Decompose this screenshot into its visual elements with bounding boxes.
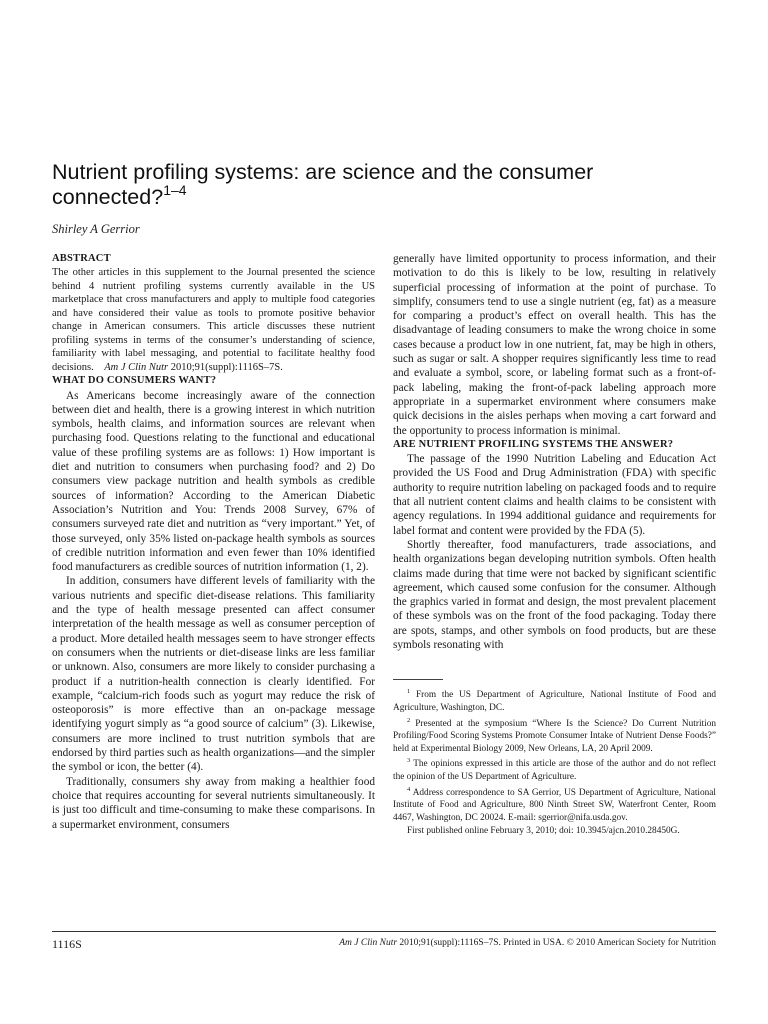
paragraph: Traditionally, consumers shy away from making a healthier food choice that requires accounting for several nutrients simultaneously. It is just too difficult and time-consuming to make these comparisons. In a supermarket environment, consumers [52, 775, 375, 831]
section-heading-consumers: WHAT DO CONSUMERS WANT? [52, 375, 217, 387]
paragraph: Shortly thereafter, food manufacturers, trade associations, and health organizations began developing nutrition symbols. Often health claims made during that time were not backed by significant scientific agreement, which caused some confusion for the consumer. Although the graphics varied in format and design, the most prevalent placement of these symbols was on the front of the food packaging. Today there are spots, stamps, and other symbols on food products, but are these symbols resonating with [393, 538, 716, 652]
abstract-citation-rest: 2010;91(suppl):1116S–7S. [170, 361, 283, 373]
footnote [393, 715, 716, 756]
footer-divider [52, 931, 716, 932]
footer-journal: Am J Clin Nutr [339, 938, 398, 948]
footnote [393, 784, 716, 825]
abstract-body [52, 266, 375, 374]
right-column [393, 252, 716, 837]
title-footnote-refs: 1–4 [163, 182, 187, 198]
footnote-number: 4 [407, 785, 411, 793]
footnote [393, 755, 716, 783]
footnote-number: 1 [407, 688, 411, 696]
footnote-text: The opinions expressed in this article are those of the author and do not reflect the opinion of the US Department of Agriculture. [393, 759, 716, 783]
title-text: Nutrient profiling systems: are science and the consumer connected? [52, 160, 594, 209]
paragraph: The passage of the 1990 Nutrition Labeling and Education Act provided the US Food and Drug Administration (FDA) with specific authority to require nutrition labeling on packaged foods and to require that all nutrient content claims and health claims to be consistent with agency regulations. In 1994 additional guidance and requirements for label format and content were provided by the FDA (5). [393, 453, 716, 537]
footnote-number: 2 [407, 716, 411, 724]
publication-note [393, 825, 716, 838]
abstract-heading: ABSTRACT [52, 253, 111, 264]
abstract-citation-journal: Am J Clin Nutr [104, 361, 169, 373]
footer-journal-rest: 2010;91(suppl):1116S–7S. Printed in USA. © 2010 American Society for Nutrition [399, 938, 716, 948]
journal-footer [339, 938, 716, 948]
paragraph: As Americans become increasingly aware of the connection between diet and health, there is a growing interest in which nutrition symbols, health claims, and information sources are relevant when purchasing food. Questions relating to the functional and educational value of these profiling systems are as follows: 1) How important is diet and nutrition to consumers when purchasing food? and 2) Do consumers view package nutrition and health symbols as credible sources of information? According to the American Diabetic Association’s Nutrition and You: Trends 2008 Survey, 67% of consumers surveyed rate diet and nutrition as “very important.” Yet, of those surveyed, only 35% listed on-package health symbols as sources of credible nutrition information and even fewer than 10% identified food manufacturers as credible sources of nutrition information (1, 2). [52, 389, 375, 574]
paragraph: In addition, consumers have different levels of familiarity with the various nutrients and specific diet-disease relations. This familiarity and the type of health message presented can affect consumer interpretation of the health message as well as consumer perception of a product. More detailed health messages seem to have stronger effects on consumers when the nutrients or diet-disease links are less familiar or unknown. Also, consumers are more likely to consider purchasing a product if a nutrition-health connection is clearly identified. For example, “calcium-rich foods such as yogurt may reduce the risk of osteoporosis” is more effective than an on-package message identifying yogurt simply as “a good source of calcium” (3). Likewise, consumers are more inclined to trust nutrition symbols that are endorsed by third parties such as health organizations—and the simpler the symbol or icon, the better (4). [52, 575, 375, 774]
footnote-text: From the US Department of Agriculture, National Institute of Food and Agriculture, Washington, DC. [393, 690, 717, 713]
footnote-text: Presented at the symposium “Where Is the Science? Do Current Nutrition Profiling/Food Scoring Systems Promote Consumer Intake of Nutrient Dense Foods?” held at Experimental Biology 2009, New Orleans, LA, 20 April 2009. [393, 718, 716, 754]
paragraph-continued: generally have limited opportunity to process information, and their motivation to do this is likely to be low, resulting in relatively superficial processing of information at the point of purchase. To simplify, consumers tend to use a single nutrient (eg, fat) as a measure for comparing a product’s effect on overall health. This has the disadvantage of leading consumers to make the wrong choice in some cases because a product low in one nutrient, fat, may be high in others, such as sugar or salt. A shopper requires significantly less time to read and evaluate a symbol, score, or labeling format such as a front-of-pack labeling, making the front-of-pack labeling approach more appropriate in a supermarket environment where consumers make quick decisions in the aisles perhaps when moving a cart forward and the opportunity to process information is minimal. [393, 253, 716, 437]
article-title [52, 160, 692, 210]
author-name: Shirley A Gerrior [52, 222, 140, 236]
footnote-number: 3 [407, 757, 411, 765]
abstract-text: The other articles in this supplement to the Journal presented the science behind 4 nutrient profiling systems currently available in the US marketplace that cross manufacturers and apply to multiple food categories and have considered their value as tools to promote positive behavior change in American consumers. This article discusses these nutrient profiling systems in terms of the consumer’s understanding of science, familiarity with label messaging, and potential to facilitate healthy food decisions. [52, 267, 375, 373]
footnote-text: First published online February 3, 2010; doi: 10.3945/ajcn.2010.28450G. [407, 825, 680, 836]
footnotes [393, 686, 716, 837]
page-number: 1116S [52, 937, 82, 951]
footnote [393, 686, 716, 714]
footnote-divider [393, 679, 443, 680]
left-column [52, 252, 375, 832]
section-heading-profiling: ARE NUTRIENT PROFILING SYSTEMS THE ANSWER? [393, 438, 674, 450]
footnote-text: Address correspondence to SA Gerrior, US Department of Agriculture, National Institute of Food and Agriculture, 800 Ninth Street SW, Waterfront Center, Room 4467, Washington, DC 20024. E-mail: sgerrior@nifa.usda.gov. [393, 787, 717, 824]
